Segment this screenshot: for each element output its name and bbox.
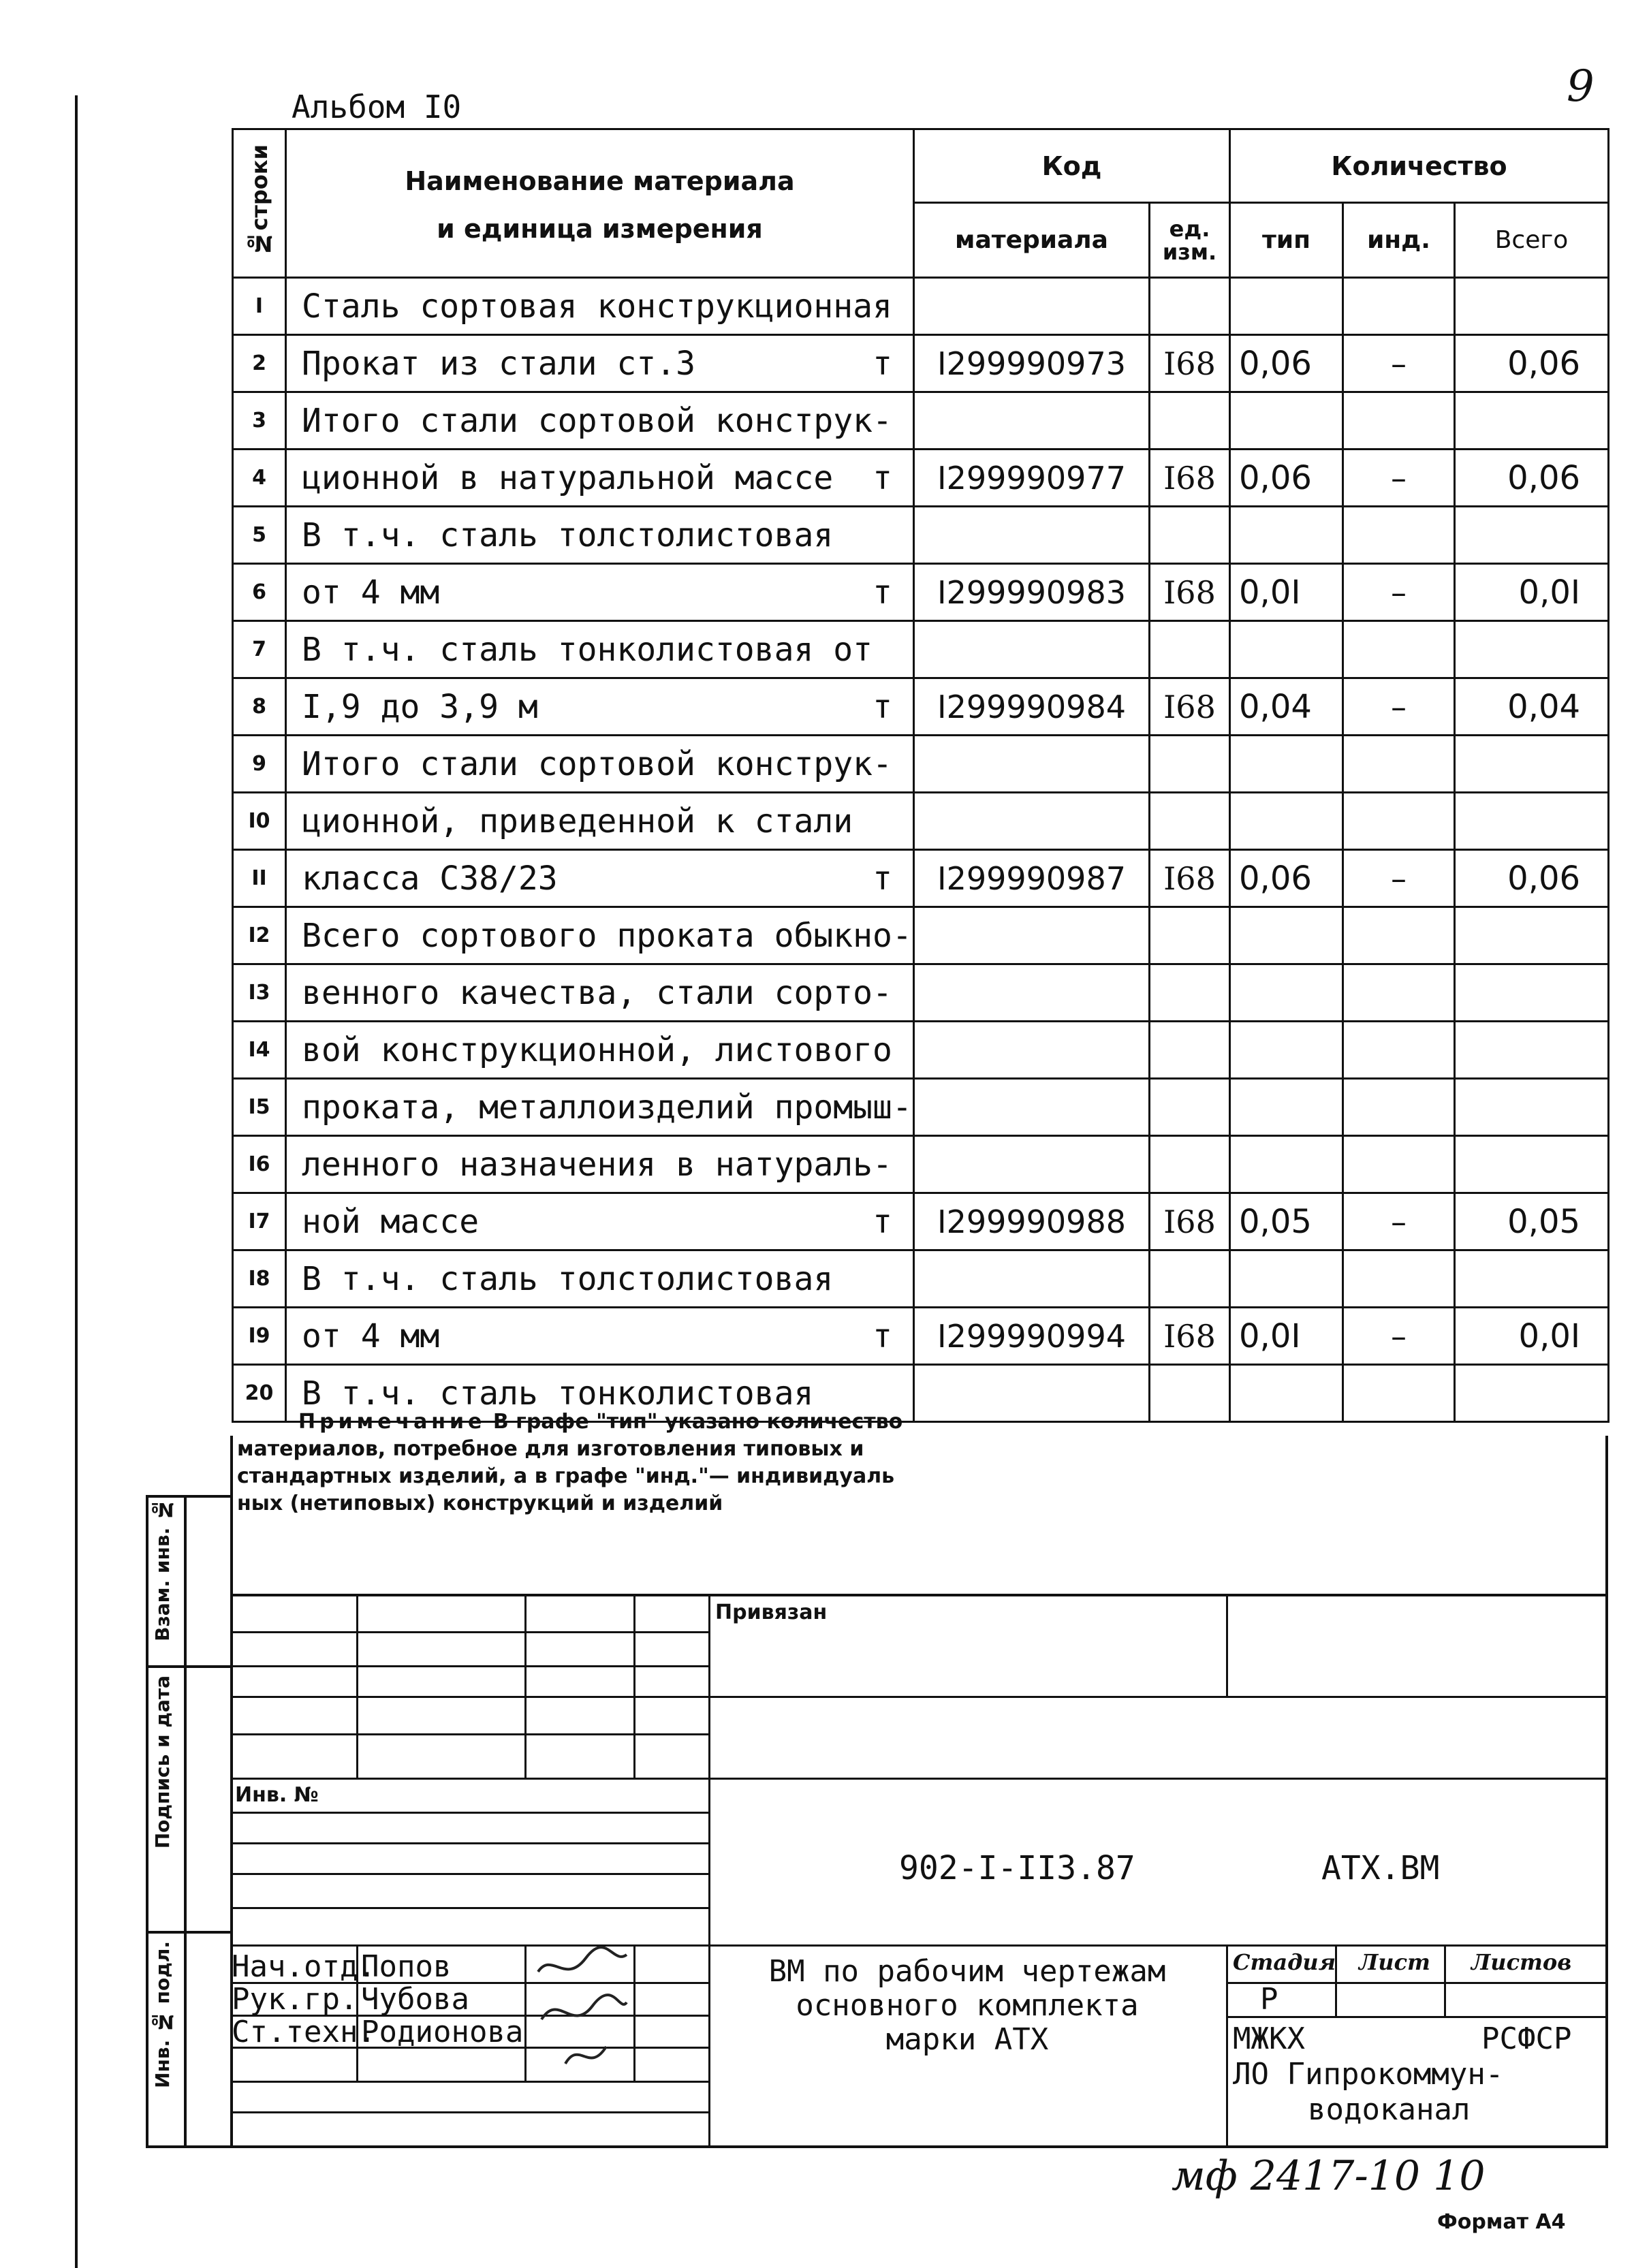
note-line1: В графе "тип" указано количество (486, 1410, 903, 1434)
material-name (286, 564, 914, 621)
page-number: 9 (1567, 61, 1595, 112)
signature-marks (524, 1944, 640, 2081)
table-row (233, 736, 1609, 793)
row-number: I0 (233, 793, 286, 850)
qty-total: 0,06 (1455, 850, 1609, 907)
stage-label: Стадия (1233, 1949, 1336, 1975)
qty-ind (1343, 793, 1455, 850)
table-row (233, 392, 1609, 450)
note-line4: ных (нетиповых) конструкций и изделий (237, 1492, 723, 1515)
qty-type: 0,05 (1230, 1193, 1343, 1250)
doc-title-line3: марки АТХ (885, 2022, 1049, 2057)
header-row-no: №строки (233, 129, 286, 278)
stage-value: Р (1260, 1982, 1278, 2017)
signatory-name: Попов (361, 1949, 452, 1984)
material-name (286, 278, 914, 335)
table-row (233, 1136, 1609, 1193)
material-name (286, 1308, 914, 1365)
qty-total: 0,0I (1455, 1308, 1609, 1365)
table-row (233, 507, 1609, 564)
side-vzam-label: Взам. инв. № (151, 1498, 174, 1641)
material-code (914, 621, 1150, 678)
material-code (914, 1079, 1150, 1136)
table-row (233, 793, 1609, 850)
album-label: Альбом I0 (292, 89, 462, 125)
header-quantity: Количество (1230, 129, 1609, 203)
unit-code: I68 (1150, 564, 1230, 621)
row-number: I9 (233, 1308, 286, 1365)
material-name-text: В т.ч. сталь толстолистовая (302, 516, 834, 554)
material-code: I299990977 (914, 450, 1150, 507)
qty-type (1230, 964, 1343, 1022)
material-name (286, 1022, 914, 1079)
qty-total: 0,0I (1455, 564, 1609, 621)
table-row (233, 1079, 1609, 1136)
row-number: I4 (233, 1022, 286, 1079)
table-row (233, 1193, 1609, 1250)
signatory-role: Рук.гр. (232, 1982, 358, 2017)
material-name (286, 907, 914, 964)
qty-ind: – (1343, 564, 1455, 621)
table-row (233, 278, 1609, 335)
material-name (286, 392, 914, 450)
note-lead: Примечание (298, 1410, 486, 1434)
unit-code: I68 (1150, 850, 1230, 907)
qty-type (1230, 1250, 1343, 1308)
row-number: 4 (233, 450, 286, 507)
row-number: 8 (233, 678, 286, 736)
qty-ind: – (1343, 678, 1455, 736)
row-number: I6 (233, 1136, 286, 1193)
qty-total (1455, 278, 1609, 335)
material-unit: т (873, 687, 892, 726)
handwritten-reference: мф 2417-10 10 (1172, 2152, 1486, 2200)
material-name-text: Итого стали сортовой конструк- (302, 401, 892, 440)
material-name-text: В т.ч. сталь тонколистовая (302, 1374, 814, 1413)
material-code (914, 1022, 1150, 1079)
table-row (233, 907, 1609, 964)
header-code-unit: ед. изм. (1150, 203, 1230, 278)
unit-code (1150, 1079, 1230, 1136)
material-name-text: Итого стали сортовой конструк- (302, 744, 892, 783)
material-unit: т (873, 344, 892, 383)
qty-total: 0,06 (1455, 335, 1609, 392)
unit-code (1150, 621, 1230, 678)
org-line1b: РСФСР (1481, 2021, 1572, 2056)
material-name (286, 678, 914, 736)
qty-type: 0,06 (1230, 450, 1343, 507)
qty-type: 0,04 (1230, 678, 1343, 736)
qty-type (1230, 507, 1343, 564)
sheet-label: Лист (1359, 1949, 1430, 1975)
material-code: I299990987 (914, 850, 1150, 907)
material-name (286, 621, 914, 678)
header-name: Наименование материала и единица измерения (286, 129, 914, 278)
header-qty-ind: инд. (1343, 203, 1455, 278)
row-number: I (233, 278, 286, 335)
note-block (237, 1408, 902, 1517)
side-inv-podl-label: Инв. № подл. (151, 1941, 174, 2088)
unit-code (1150, 1250, 1230, 1308)
unit-code (1150, 507, 1230, 564)
material-code (914, 1136, 1150, 1193)
table-row (233, 678, 1609, 736)
material-name (286, 850, 914, 907)
qty-total (1455, 964, 1609, 1022)
qty-ind (1343, 621, 1455, 678)
qty-ind (1343, 736, 1455, 793)
doc-title (715, 1955, 1219, 2057)
material-unit: т (873, 1317, 892, 1355)
signatory-role: Ст.техн. (232, 2015, 376, 2049)
qty-total (1455, 1365, 1609, 1422)
row-number: 3 (233, 392, 286, 450)
material-name-text: от 4 мм (302, 573, 440, 612)
row-number: 20 (233, 1365, 286, 1422)
signatory-role: Нач.отд. (232, 1949, 376, 1984)
row-number: 2 (233, 335, 286, 392)
unit-code: I68 (1150, 1308, 1230, 1365)
material-code: I299990988 (914, 1193, 1150, 1250)
unit-code: I68 (1150, 450, 1230, 507)
qty-type (1230, 1079, 1343, 1136)
privyazan-label: Привязан (715, 1601, 828, 1624)
qty-total (1455, 907, 1609, 964)
org-line3: водоканал (1308, 2092, 1471, 2127)
qty-ind (1343, 1136, 1455, 1193)
unit-code (1150, 736, 1230, 793)
table-row (233, 1308, 1609, 1365)
table-row (233, 964, 1609, 1022)
qty-total (1455, 1250, 1609, 1308)
qty-type: 0,06 (1230, 335, 1343, 392)
unit-code (1150, 907, 1230, 964)
material-name (286, 1136, 914, 1193)
material-unit: т (873, 859, 892, 898)
note-line2: материалов, потребное для изготовления типовых и (237, 1437, 864, 1461)
org-line2: ЛО Гипрокоммун- (1233, 2057, 1504, 2092)
sheets-label: Листов (1471, 1949, 1572, 1975)
qty-type: 0,0I (1230, 564, 1343, 621)
material-name-text: ционной в натуральной массе (302, 458, 834, 497)
material-name (286, 1250, 914, 1308)
qty-ind (1343, 1365, 1455, 1422)
row-number: I7 (233, 1193, 286, 1250)
qty-total: 0,04 (1455, 678, 1609, 736)
material-name (286, 1193, 914, 1250)
material-name (286, 335, 914, 392)
qty-total (1455, 621, 1609, 678)
unit-code: I68 (1150, 1193, 1230, 1250)
table-row (233, 450, 1609, 507)
qty-type: 0,06 (1230, 850, 1343, 907)
material-name-text: вой конструкционной, листового (302, 1030, 892, 1069)
qty-total (1455, 793, 1609, 850)
material-name-text: Прокат из стали ст.3 (302, 344, 695, 383)
unit-code (1150, 1365, 1230, 1422)
doc-code: 902-I-II3.87 (899, 1849, 1135, 1887)
qty-ind: – (1343, 1308, 1455, 1365)
doc-title-line2: основного комплекта (796, 1988, 1139, 2023)
doc-mark: АТХ.ВМ (1321, 1849, 1440, 1887)
material-name (286, 793, 914, 850)
row-number: 5 (233, 507, 286, 564)
material-name-text: класса С38/23 (302, 859, 558, 898)
qty-total: 0,06 (1455, 450, 1609, 507)
material-name (286, 964, 914, 1022)
left-margin-line (75, 95, 78, 2268)
material-name-text: Сталь сортовая конструкционная (302, 287, 892, 326)
qty-ind (1343, 507, 1455, 564)
qty-ind: – (1343, 450, 1455, 507)
qty-total (1455, 1136, 1609, 1193)
doc-title-line1: ВМ по рабочим чертежам (768, 1954, 1166, 1989)
table-row (233, 564, 1609, 621)
unit-code (1150, 964, 1230, 1022)
qty-type (1230, 736, 1343, 793)
material-unit: т (873, 1202, 892, 1241)
material-name-text: ленного назначения в натураль- (302, 1145, 892, 1184)
unit-code: I68 (1150, 678, 1230, 736)
unit-code: I68 (1150, 335, 1230, 392)
row-number: 9 (233, 736, 286, 793)
inv-no-label: Инв. № (235, 1783, 319, 1807)
material-name-text: В т.ч. сталь тонколистовая от (302, 630, 873, 669)
row-number: I5 (233, 1079, 286, 1136)
unit-code (1150, 278, 1230, 335)
qty-ind (1343, 278, 1455, 335)
material-name-text: I,9 до 3,9 м (302, 687, 538, 726)
signatory-name: Родионова (361, 2015, 524, 2049)
material-code: I299990973 (914, 335, 1150, 392)
qty-ind (1343, 1079, 1455, 1136)
material-name-text: от 4 мм (302, 1317, 440, 1355)
qty-type (1230, 907, 1343, 964)
signatory-name: Чубова (361, 1982, 469, 2017)
qty-type (1230, 1365, 1343, 1422)
material-code (914, 907, 1150, 964)
material-name-text: ной массе (302, 1202, 480, 1241)
side-podpis-label: Подпись и дата (151, 1675, 174, 1849)
row-number: II (233, 850, 286, 907)
material-code (914, 507, 1150, 564)
qty-total (1455, 736, 1609, 793)
material-code: I299990984 (914, 678, 1150, 736)
material-code (914, 1365, 1150, 1422)
material-name-text: Всего сортового проката обыкно- (302, 916, 912, 955)
qty-ind (1343, 1250, 1455, 1308)
qty-ind (1343, 964, 1455, 1022)
qty-total: 0,05 (1455, 1193, 1609, 1250)
material-name-text: ционной, приведенной к стали (302, 802, 853, 840)
material-unit: т (873, 458, 892, 497)
material-code (914, 964, 1150, 1022)
material-name (286, 450, 914, 507)
qty-type: 0,0I (1230, 1308, 1343, 1365)
unit-code (1150, 793, 1230, 850)
unit-code (1150, 1136, 1230, 1193)
qty-ind: – (1343, 1193, 1455, 1250)
table-row (233, 621, 1609, 678)
qty-ind: – (1343, 335, 1455, 392)
material-code (914, 392, 1150, 450)
row-number: I8 (233, 1250, 286, 1308)
qty-total (1455, 1022, 1609, 1079)
material-code (914, 278, 1150, 335)
qty-type (1230, 621, 1343, 678)
qty-type (1230, 1022, 1343, 1079)
qty-ind (1343, 907, 1455, 964)
material-name (286, 507, 914, 564)
format-label: Формат А4 (1437, 2210, 1566, 2234)
qty-ind (1343, 392, 1455, 450)
qty-type (1230, 278, 1343, 335)
row-number: I3 (233, 964, 286, 1022)
table-row (233, 850, 1609, 907)
row-number: 7 (233, 621, 286, 678)
row-number: I2 (233, 907, 286, 964)
qty-type (1230, 392, 1343, 450)
unit-code (1150, 392, 1230, 450)
row-number: 6 (233, 564, 286, 621)
header-qty-total: Всего (1455, 203, 1609, 278)
material-code (914, 1250, 1150, 1308)
unit-code (1150, 1022, 1230, 1079)
header-code: Код (914, 129, 1230, 203)
qty-total (1455, 392, 1609, 450)
materials-table (232, 128, 1609, 1423)
qty-type (1230, 793, 1343, 850)
material-code: I299990994 (914, 1308, 1150, 1365)
header-qty-type: тип (1230, 203, 1343, 278)
material-code (914, 736, 1150, 793)
header-code-material: материала (914, 203, 1150, 278)
qty-total (1455, 507, 1609, 564)
table-row (233, 1022, 1609, 1079)
material-name-text: В т.ч. сталь толстолистовая (302, 1259, 834, 1298)
qty-type (1230, 1136, 1343, 1193)
qty-total (1455, 1079, 1609, 1136)
material-code (914, 793, 1150, 850)
table-row (233, 1250, 1609, 1308)
material-code: I299990983 (914, 564, 1150, 621)
table-row (233, 335, 1609, 392)
org-line1a: МЖКХ (1233, 2021, 1305, 2056)
material-name-text: проката, металлоизделий промыш- (302, 1088, 912, 1127)
note-line3: стандартных изделий, а в графе "инд."— индивидуаль (237, 1464, 895, 1488)
qty-ind: – (1343, 850, 1455, 907)
qty-ind (1343, 1022, 1455, 1079)
material-name (286, 1079, 914, 1136)
material-name (286, 736, 914, 793)
material-unit: т (873, 573, 892, 612)
material-name-text: венного качества, стали сорто- (302, 973, 892, 1012)
